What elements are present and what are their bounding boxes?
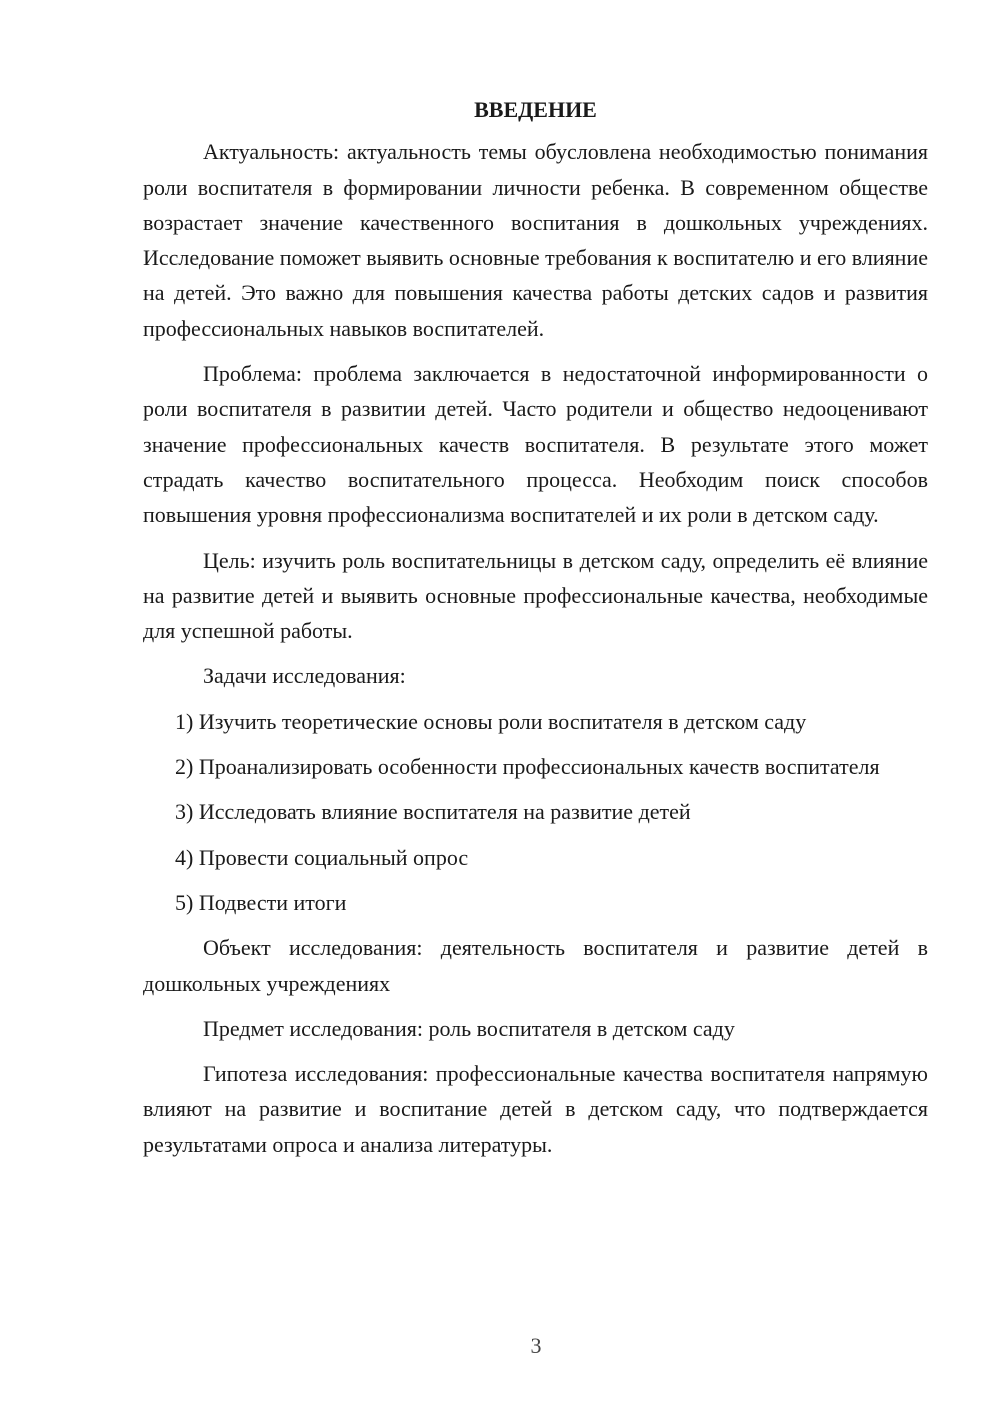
task-item-2: 2) Проанализировать особенности профессиональных качеств воспитателя — [175, 754, 880, 780]
task-item-1: 1) Изучить теоретические основы роли воспитателя в детском саду — [175, 708, 807, 734]
task-item-5: 5) Подвести итоги — [175, 889, 347, 915]
paragraph-relevance: Актуальность: актуальность темы обусловлена необходимостью понимания роли воспитателя в формировании личности ребенка. В современном обществе возрастает значение качественного воспитания в дошкольных учреждениях. Исследование поможет выявить основные требования к воспитателю и его влияние на детей. Это важно для повышения качества работы детских садов и развития профессиональных навыков воспитателей. — [143, 139, 928, 341]
paragraph-object: Объект исследования: деятельность воспитателя и развитие детей в дошкольных учреждениях — [143, 935, 928, 996]
paragraph-subject: Предмет исследования: роль воспитателя в детском саду — [203, 1015, 735, 1041]
page-number: 3 — [530, 1333, 542, 1358]
paragraph-problem: Проблема: проблема заключается в недостаточной информированности о роли воспитателя в развитии детей. Часто родители и общество недооценивают значение профессиональных качеств воспитателя. В результате этого может страдать качество воспитательного процесса. Необходим поиск способов повышения уровня профессионализма воспитателей и их роли в детском саду. — [143, 361, 928, 528]
page-content — [143, 92, 928, 1172]
paragraph-hypothesis: Гипотеза исследования: профессиональные качества воспитателя напрямую влияют на развитие и воспитание детей в детском саду, что подтверждается результатами опроса и анализа литературы. — [143, 1061, 928, 1157]
paragraph-goal: Цель: изучить роль воспитательницы в детском саду, определить её влияние на развитие детей и выявить основные профессиональные качества, необходимые для успешной работы. — [143, 547, 928, 644]
paragraph-tasks-heading: Задачи исследования: — [203, 663, 406, 689]
task-item-4: 4) Провести социальный опрос — [175, 844, 469, 870]
section-title: ВВЕДЕНИЕ — [474, 97, 597, 122]
task-item-3: 3) Исследовать влияние воспитателя на развитие детей — [175, 799, 691, 825]
